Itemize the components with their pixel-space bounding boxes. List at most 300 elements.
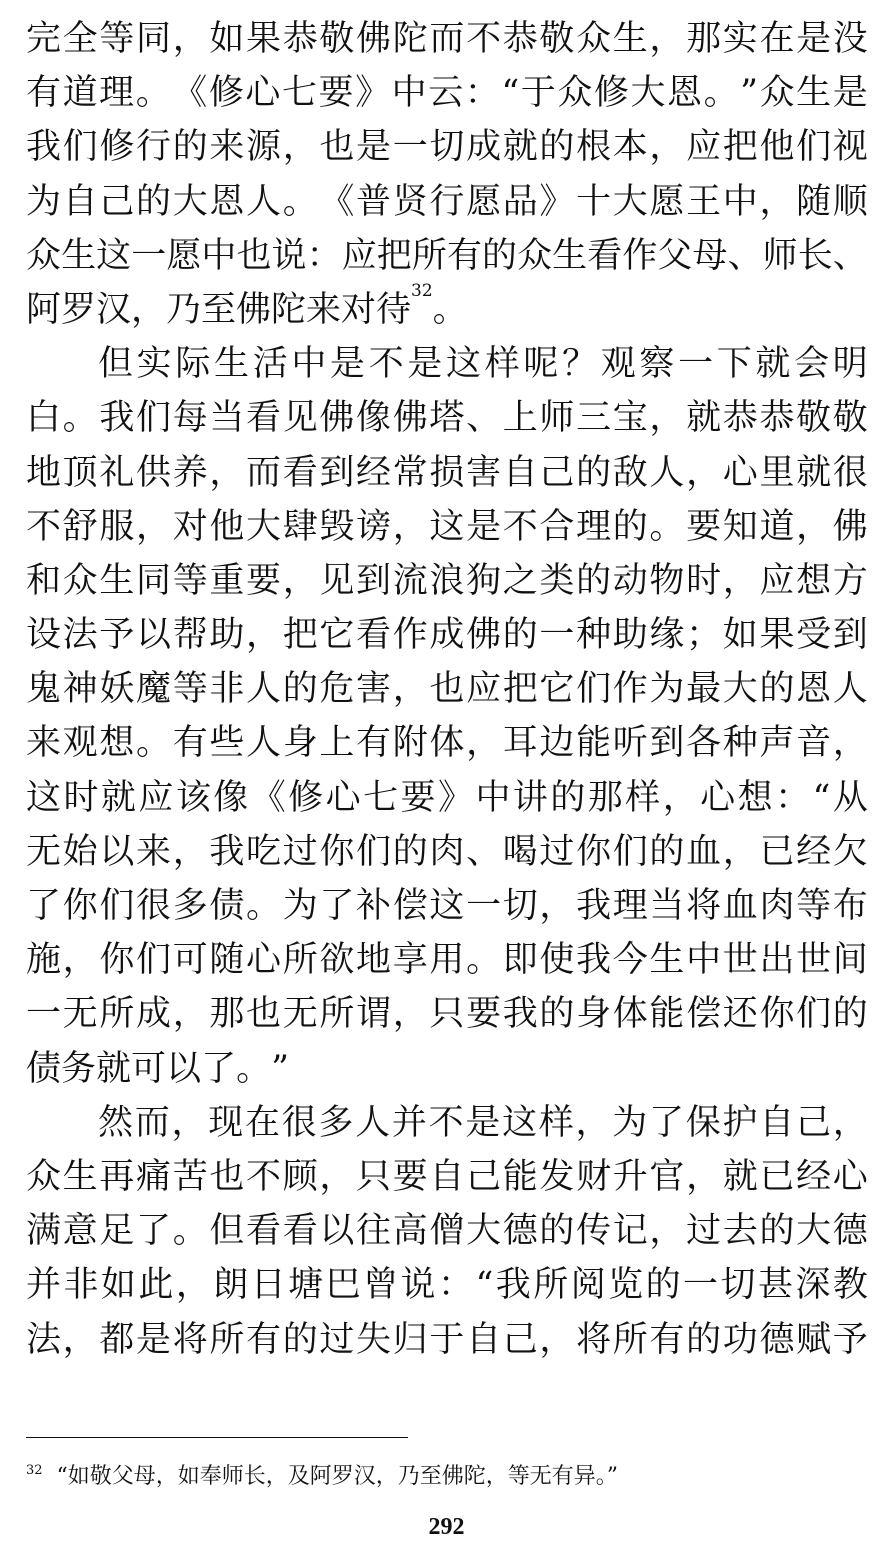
glyph: 偿 bbox=[392, 886, 428, 926]
glyph: 地 bbox=[356, 940, 392, 981]
glyph: ， bbox=[172, 994, 208, 1035]
glyph: 的 bbox=[645, 1265, 681, 1306]
glyph: 作 bbox=[622, 235, 658, 276]
glyph: 大 bbox=[630, 73, 666, 114]
glyph: 一 bbox=[678, 344, 714, 385]
glyph: 心 bbox=[325, 777, 361, 818]
glyph: 普 bbox=[356, 181, 392, 222]
glyph: 顶 bbox=[62, 452, 98, 493]
footnote-reference[interactable]: 32 bbox=[411, 280, 433, 301]
glyph: 果 bbox=[246, 19, 282, 59]
glyph: 切 bbox=[720, 1265, 756, 1306]
glyph: 修 bbox=[99, 127, 135, 168]
glyph: ， bbox=[246, 615, 282, 656]
glyph: 身 bbox=[282, 723, 318, 764]
glyph: 一 bbox=[392, 127, 428, 168]
glyph: 》 bbox=[539, 181, 575, 222]
glyph: 样 bbox=[538, 1102, 574, 1143]
glyph: 。 bbox=[649, 506, 685, 547]
glyph: 把 bbox=[722, 127, 758, 168]
glyph: 理 bbox=[612, 886, 648, 926]
glyph: 日 bbox=[250, 1265, 286, 1306]
glyph: 等 bbox=[796, 886, 832, 926]
glyph: 视 bbox=[832, 127, 868, 168]
glyph: 像 bbox=[356, 398, 392, 439]
glyph: 所 bbox=[533, 1265, 569, 1306]
glyph: 同 bbox=[136, 19, 172, 59]
glyph: 愿 bbox=[649, 181, 685, 222]
glyph: 心 bbox=[245, 73, 281, 114]
glyph: ， bbox=[686, 452, 722, 493]
glyph: 看 bbox=[356, 615, 392, 656]
glyph: 偿 bbox=[686, 994, 722, 1035]
glyph: 可 bbox=[131, 1048, 167, 1089]
glyph: 了 bbox=[649, 1102, 685, 1143]
glyph: 用 bbox=[429, 940, 465, 981]
glyph: 耳 bbox=[502, 723, 538, 764]
glyph: 对 bbox=[172, 506, 208, 547]
glyph: 愿 bbox=[166, 235, 202, 276]
glyph: 归 bbox=[392, 1319, 428, 1360]
glyph: 但 bbox=[98, 344, 134, 385]
glyph: 了 bbox=[136, 1211, 172, 1252]
glyph: 恩 bbox=[796, 669, 832, 710]
glyph: 法 bbox=[62, 615, 98, 656]
glyph: 母 bbox=[692, 235, 728, 276]
glyph: ， bbox=[171, 1102, 207, 1143]
glyph: 敬 bbox=[796, 398, 832, 439]
glyph: 很 bbox=[136, 886, 172, 926]
glyph: 恭 bbox=[722, 398, 758, 439]
glyph: 了 bbox=[319, 886, 355, 926]
glyph: 恭 bbox=[759, 398, 795, 439]
glyph: 的 bbox=[136, 181, 172, 222]
glyph: 把 bbox=[282, 615, 318, 656]
glyph: 看 bbox=[282, 452, 318, 493]
glyph: 没 bbox=[832, 19, 868, 59]
glyph: 欲 bbox=[319, 940, 355, 981]
glyph: 众 bbox=[26, 1156, 62, 1197]
glyph: 父 bbox=[657, 235, 693, 276]
glyph: 助 bbox=[612, 615, 648, 656]
glyph: 有 bbox=[649, 1319, 685, 1360]
glyph: 魔 bbox=[136, 669, 172, 710]
glyph: 到 bbox=[319, 452, 355, 493]
glyph: 都 bbox=[99, 1319, 135, 1360]
glyph: 损 bbox=[429, 452, 465, 493]
glyph: 往 bbox=[356, 1211, 392, 1252]
glyph: 像 bbox=[213, 777, 249, 818]
glyph: ， bbox=[319, 1156, 355, 1197]
glyph: 发 bbox=[539, 1156, 575, 1197]
glyph: 并 bbox=[26, 1265, 62, 1306]
glyph: 一 bbox=[131, 235, 167, 276]
glyph: 的 bbox=[392, 831, 428, 872]
glyph: 的 bbox=[576, 452, 612, 493]
glyph: 《 bbox=[319, 181, 355, 222]
glyph: 同 bbox=[136, 560, 172, 601]
glyph: ， bbox=[209, 452, 245, 493]
glyph: 要 bbox=[392, 1156, 428, 1197]
glyph: 人 bbox=[649, 452, 685, 493]
glyph: 将 bbox=[172, 1319, 208, 1360]
glyph: 浪 bbox=[429, 560, 465, 601]
glyph: 生 bbox=[649, 940, 685, 981]
glyph: 随 bbox=[209, 940, 245, 981]
glyph: 所 bbox=[282, 940, 318, 981]
glyph: 己 bbox=[466, 1156, 502, 1197]
glyph: ” bbox=[740, 73, 759, 114]
glyph: 的 bbox=[832, 994, 868, 1035]
glyph: 谓 bbox=[356, 994, 392, 1035]
glyph: 失 bbox=[356, 1319, 392, 1360]
glyph: 们 bbox=[99, 886, 135, 926]
glyph: 地 bbox=[26, 452, 62, 493]
glyph: 是 bbox=[136, 1319, 172, 1360]
glyph: 想 bbox=[99, 723, 135, 764]
glyph: 就 bbox=[686, 398, 722, 439]
glyph: 财 bbox=[576, 1156, 612, 1197]
glyph: 受 bbox=[796, 615, 832, 656]
glyph: 你 bbox=[319, 831, 355, 872]
footnote-text: “如敬父母，如奉师长，及阿罗汉，乃至佛陀，等无有异。” bbox=[56, 1464, 619, 1489]
glyph: 还 bbox=[722, 994, 758, 1035]
glyph: 动 bbox=[612, 560, 648, 601]
glyph: ， bbox=[649, 19, 685, 59]
glyph: ， bbox=[686, 1156, 722, 1197]
glyph: 就 bbox=[796, 452, 832, 493]
glyph: 世 bbox=[796, 940, 832, 981]
glyph: 心 bbox=[246, 940, 282, 981]
glyph: ， bbox=[796, 506, 832, 547]
glyph: 》 bbox=[355, 73, 391, 114]
glyph: 。 bbox=[703, 73, 739, 114]
glyph: 无 bbox=[282, 994, 318, 1035]
glyph: 说 bbox=[271, 235, 307, 276]
glyph: 看 bbox=[246, 1211, 282, 1252]
glyph: 源 bbox=[246, 127, 282, 168]
glyph: 的 bbox=[686, 1319, 722, 1360]
glyph: 陀 bbox=[392, 19, 428, 59]
glyph: 礼 bbox=[99, 452, 135, 493]
glyph: 道 bbox=[759, 506, 795, 547]
glyph: 很 bbox=[832, 452, 868, 493]
glyph: ， bbox=[172, 19, 208, 59]
glyph: 要 bbox=[400, 777, 436, 818]
glyph: 的 bbox=[172, 127, 208, 168]
glyph: 所 bbox=[411, 235, 447, 276]
glyph: 我 bbox=[99, 398, 135, 439]
glyph: 那 bbox=[686, 19, 722, 59]
glyph: 过 bbox=[539, 831, 575, 872]
glyph: 助 bbox=[209, 615, 245, 656]
glyph: 们 bbox=[136, 398, 172, 439]
glyph: 时 bbox=[686, 560, 722, 601]
glyph: 重 bbox=[209, 560, 245, 601]
glyph: 如 bbox=[209, 19, 245, 59]
glyph: 甚 bbox=[757, 1265, 793, 1306]
glyph: 应 bbox=[341, 235, 377, 276]
glyph: 我 bbox=[495, 1265, 531, 1306]
glyph: 恭 bbox=[502, 19, 538, 59]
glyph: 各 bbox=[686, 723, 722, 764]
glyph: 妖 bbox=[99, 669, 135, 710]
glyph: 为 bbox=[649, 669, 685, 710]
text-line bbox=[26, 120, 868, 174]
glyph: 你 bbox=[759, 994, 795, 1035]
glyph: 法 bbox=[26, 1319, 62, 1360]
glyph: 能 bbox=[502, 1156, 538, 1197]
glyph: 等 bbox=[172, 669, 208, 710]
glyph: 把 bbox=[502, 669, 538, 710]
glyph: 恩 bbox=[667, 73, 703, 114]
glyph: 债 bbox=[209, 886, 245, 926]
glyph: 多 bbox=[172, 886, 208, 926]
glyph: 生 bbox=[62, 1156, 98, 1197]
glyph: 、 bbox=[466, 831, 502, 872]
glyph: 佛 bbox=[832, 506, 868, 547]
glyph: 有 bbox=[246, 1319, 282, 1360]
glyph: 看 bbox=[282, 1211, 318, 1252]
glyph: 它 bbox=[319, 615, 355, 656]
glyph: 护 bbox=[722, 1102, 758, 1143]
glyph: 阅 bbox=[570, 1265, 606, 1306]
glyph: 经 bbox=[796, 1156, 832, 1197]
glyph: 高 bbox=[392, 1211, 428, 1252]
glyph: 所 bbox=[99, 994, 135, 1035]
glyph: 在 bbox=[244, 1102, 280, 1143]
glyph: 会 bbox=[794, 344, 830, 385]
glyph: 《 bbox=[250, 777, 286, 818]
glyph: 而 bbox=[429, 19, 465, 59]
glyph: 这 bbox=[446, 344, 482, 385]
glyph: 一 bbox=[683, 1265, 719, 1306]
glyph: 血 bbox=[722, 886, 758, 926]
glyph: 要 bbox=[466, 994, 502, 1035]
glyph: 保 bbox=[685, 1102, 721, 1143]
glyph: 行 bbox=[136, 127, 172, 168]
glyph: 只 bbox=[429, 994, 465, 1035]
glyph: 也 bbox=[246, 994, 282, 1035]
glyph: “ bbox=[475, 1265, 494, 1306]
text-line bbox=[26, 66, 868, 120]
glyph: 他 bbox=[759, 127, 795, 168]
glyph: ？ bbox=[562, 344, 598, 385]
glyph: 世 bbox=[722, 940, 758, 981]
glyph: ， bbox=[175, 1265, 211, 1306]
glyph: 己 bbox=[502, 1319, 538, 1360]
glyph: 那 bbox=[587, 777, 623, 818]
glyph: 了 bbox=[26, 886, 62, 926]
text-line bbox=[26, 175, 868, 229]
glyph: 供 bbox=[136, 452, 172, 493]
glyph: ， bbox=[466, 723, 502, 764]
glyph: ， bbox=[722, 831, 758, 872]
glyph: 。 bbox=[172, 1211, 208, 1252]
glyph: 一 bbox=[26, 994, 62, 1035]
glyph: 里 bbox=[759, 452, 795, 493]
glyph: 人 bbox=[246, 669, 282, 710]
glyph: 有 bbox=[172, 723, 208, 764]
glyph: 这 bbox=[429, 886, 465, 926]
glyph: 经 bbox=[356, 452, 392, 493]
glyph: 而 bbox=[134, 1102, 170, 1143]
glyph: 愿 bbox=[466, 181, 502, 222]
text-line bbox=[26, 716, 868, 770]
text-line bbox=[26, 771, 868, 825]
text-line-end: 。 bbox=[432, 289, 468, 330]
glyph: 修 bbox=[208, 73, 244, 114]
glyph: 养 bbox=[172, 452, 208, 493]
glyph: 自 bbox=[429, 1156, 465, 1197]
glyph: 把 bbox=[376, 235, 412, 276]
glyph: 足 bbox=[99, 1211, 135, 1252]
glyph: 的 bbox=[576, 560, 612, 601]
glyph: 有 bbox=[26, 73, 62, 114]
glyph: 全 bbox=[62, 19, 98, 59]
glyph: 赋 bbox=[796, 1319, 832, 1360]
glyph: 是 bbox=[356, 127, 392, 168]
glyph: 以 bbox=[99, 831, 135, 872]
glyph: 为 bbox=[26, 181, 62, 222]
glyph: 设 bbox=[26, 615, 62, 656]
glyph: ， bbox=[282, 127, 318, 168]
footnote-number: 32 bbox=[26, 1463, 43, 1478]
glyph: 呢 bbox=[523, 344, 559, 385]
glyph: 心 bbox=[722, 452, 758, 493]
glyph: 不 bbox=[428, 1102, 464, 1143]
glyph: 功 bbox=[722, 1319, 758, 1360]
glyph: 己 bbox=[99, 181, 135, 222]
glyph: ， bbox=[62, 1319, 98, 1360]
glyph: 如 bbox=[722, 615, 758, 656]
glyph: “ bbox=[501, 73, 520, 114]
glyph: 宝 bbox=[612, 398, 648, 439]
glyph: 。 bbox=[282, 181, 318, 222]
glyph: 们 bbox=[62, 127, 98, 168]
glyph: 官 bbox=[649, 1156, 685, 1197]
glyph: 从 bbox=[832, 777, 868, 818]
glyph: 服 bbox=[99, 506, 135, 547]
glyph: 塔 bbox=[429, 398, 465, 439]
glyph: 当 bbox=[649, 886, 685, 926]
glyph: 过 bbox=[319, 1319, 355, 1360]
glyph: 了 bbox=[201, 1048, 237, 1089]
glyph: 应 bbox=[759, 560, 795, 601]
glyph: 也 bbox=[429, 669, 465, 710]
glyph: 要 bbox=[686, 506, 722, 547]
glyph: 现 bbox=[208, 1102, 244, 1143]
glyph: 此 bbox=[138, 1265, 174, 1306]
glyph: 上 bbox=[502, 398, 538, 439]
glyph: 他 bbox=[209, 506, 245, 547]
glyph: 生 bbox=[61, 235, 97, 276]
glyph: 过 bbox=[282, 831, 318, 872]
glyph: 大 bbox=[246, 506, 282, 547]
glyph: 来 bbox=[26, 723, 62, 764]
glyph: 但 bbox=[209, 1211, 245, 1252]
glyph: 自 bbox=[759, 1102, 795, 1143]
glyph: 帮 bbox=[172, 615, 208, 656]
glyph: 朗 bbox=[213, 1265, 249, 1306]
glyph: 们 bbox=[612, 831, 648, 872]
glyph: 教 bbox=[832, 1265, 868, 1306]
glyph: 意 bbox=[62, 1211, 98, 1252]
glyph: 以 bbox=[136, 615, 172, 656]
glyph: 》 bbox=[437, 777, 473, 818]
glyph: 在 bbox=[759, 19, 795, 59]
glyph: 这 bbox=[502, 1102, 538, 1143]
glyph: 痛 bbox=[136, 1156, 172, 1197]
glyph: 的 bbox=[550, 777, 586, 818]
glyph: ， bbox=[539, 1319, 575, 1360]
glyph: 。 bbox=[136, 723, 172, 764]
glyph: 是 bbox=[796, 19, 832, 59]
glyph: ， bbox=[759, 181, 795, 222]
glyph: 等 bbox=[172, 560, 208, 601]
glyph: ， bbox=[649, 127, 685, 168]
glyph: 师 bbox=[762, 235, 798, 276]
glyph: 佛 bbox=[356, 19, 392, 59]
glyph: 见 bbox=[319, 560, 355, 601]
glyph: 毁 bbox=[319, 506, 355, 547]
glyph: 种 bbox=[576, 615, 612, 656]
glyph: 恩 bbox=[209, 181, 245, 222]
text-line bbox=[26, 391, 868, 445]
glyph: 享 bbox=[392, 940, 428, 981]
glyph: 完 bbox=[26, 19, 62, 59]
glyph: 间 bbox=[832, 940, 868, 981]
glyph: ， bbox=[282, 560, 318, 601]
glyph: 而 bbox=[246, 452, 282, 493]
glyph: 只 bbox=[356, 1156, 392, 1197]
glyph: 生 bbox=[214, 344, 250, 385]
glyph: 于 bbox=[429, 1319, 465, 1360]
glyph: 就 bbox=[722, 1156, 758, 1197]
glyph: 众 bbox=[576, 19, 612, 59]
glyph: 看 bbox=[587, 235, 623, 276]
glyph: 道 bbox=[62, 73, 98, 114]
glyph: 当 bbox=[209, 398, 245, 439]
glyph: 到 bbox=[649, 723, 685, 764]
glyph: 肆 bbox=[282, 506, 318, 547]
glyph: 修 bbox=[288, 777, 324, 818]
glyph: 身 bbox=[576, 994, 612, 1035]
glyph: 合 bbox=[539, 506, 575, 547]
glyph: 使 bbox=[539, 940, 575, 981]
glyph: ， bbox=[722, 560, 758, 601]
glyph: 多 bbox=[318, 1102, 354, 1143]
glyph: 有 bbox=[356, 723, 392, 764]
glyph: 予 bbox=[832, 1319, 868, 1360]
glyph: 大 bbox=[612, 181, 648, 222]
glyph: 所 bbox=[319, 994, 355, 1035]
glyph: 很 bbox=[281, 1102, 317, 1143]
glyph: 活 bbox=[252, 344, 288, 385]
glyph: 作 bbox=[612, 669, 648, 710]
glyph: 是 bbox=[832, 73, 868, 114]
glyph: 的 bbox=[539, 1211, 575, 1252]
glyph: 这 bbox=[26, 777, 62, 818]
glyph: 们 bbox=[576, 669, 612, 710]
glyph: 将 bbox=[686, 886, 722, 926]
glyph: 施 bbox=[26, 940, 62, 981]
glyph: 自 bbox=[466, 1319, 502, 1360]
glyph: 之 bbox=[502, 560, 538, 601]
glyph: ： bbox=[306, 235, 342, 276]
glyph: 不 bbox=[466, 19, 502, 59]
glyph: 三 bbox=[576, 398, 612, 439]
